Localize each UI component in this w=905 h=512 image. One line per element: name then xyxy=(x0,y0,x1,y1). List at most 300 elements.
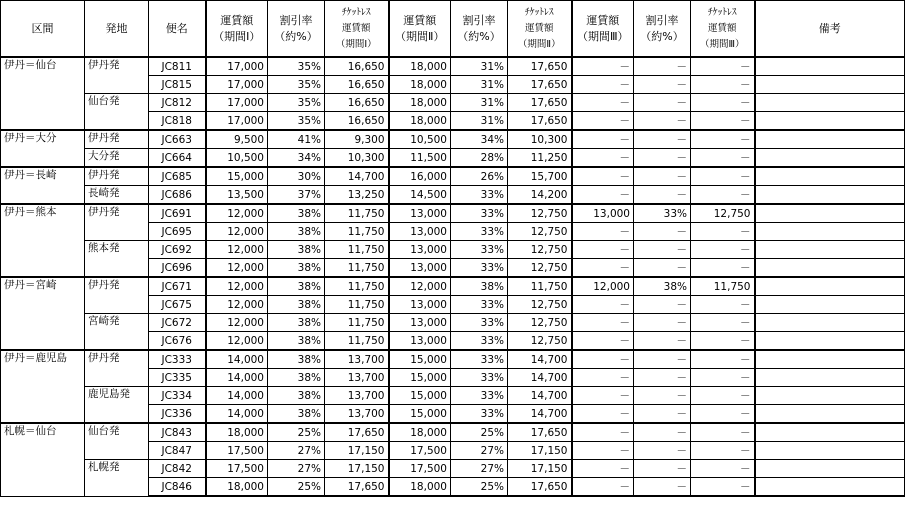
origin-cell: 伊丹発 xyxy=(85,277,149,314)
discount-3-cell: － xyxy=(634,223,691,241)
discount-1-cell: 38% xyxy=(268,405,325,424)
flight-cell: JC847 xyxy=(149,442,206,460)
discount-1-cell: 41% xyxy=(268,130,325,149)
table-row xyxy=(1,57,905,76)
fare-2-cell: 15,000 xyxy=(389,369,451,387)
ticketless-2-cell: 11,250 xyxy=(508,149,572,168)
fare-3-cell: － xyxy=(572,186,634,205)
ticketless-1-cell: 11,750 xyxy=(325,223,389,241)
discount-3-cell: － xyxy=(634,94,691,112)
discount-2-cell: 33% xyxy=(451,241,508,259)
header-discount-3: 割引率 （約%） xyxy=(634,1,691,58)
notes-cell xyxy=(755,112,905,131)
notes-cell xyxy=(755,223,905,241)
ticketless-1-cell: 11,750 xyxy=(325,296,389,314)
flight-cell: JC676 xyxy=(149,332,206,351)
ticketless-3-cell: － xyxy=(691,423,755,442)
flight-cell: JC691 xyxy=(149,204,206,223)
ticketless-1-cell: 11,750 xyxy=(325,241,389,259)
table-row xyxy=(1,130,905,149)
fare-2-cell: 10,500 xyxy=(389,130,451,149)
origin-cell: 伊丹発 xyxy=(85,204,149,241)
notes-cell xyxy=(755,369,905,387)
fare-2-cell: 12,000 xyxy=(389,277,451,296)
ticketless-3-cell: － xyxy=(691,76,755,94)
discount-3-cell: － xyxy=(634,149,691,168)
fare-2-cell: 18,000 xyxy=(389,478,451,497)
ticketless-3-cell: 12,750 xyxy=(691,204,755,223)
fare-3-cell: － xyxy=(572,130,634,149)
discount-2-cell: 31% xyxy=(451,76,508,94)
section-cell: 伊丹＝大分 xyxy=(1,130,85,167)
discount-2-cell: 33% xyxy=(451,204,508,223)
flight-cell: JC815 xyxy=(149,76,206,94)
notes-cell xyxy=(755,478,905,497)
ticketless-1-cell: 14,700 xyxy=(325,167,389,186)
ticketless-3-cell: － xyxy=(691,259,755,278)
ticketless-3-cell: － xyxy=(691,186,755,205)
fare-2-cell: 16,000 xyxy=(389,167,451,186)
ticketless-1-cell: 10,300 xyxy=(325,149,389,168)
ticketless-2-cell: 12,750 xyxy=(508,223,572,241)
header-ticketless-3: ﾁｹｯﾄﾚｽ 運賃額 （期間Ⅲ） xyxy=(691,1,755,58)
discount-3-cell: － xyxy=(634,296,691,314)
discount-3-cell: － xyxy=(634,332,691,351)
table-row xyxy=(1,460,905,478)
ticketless-2-cell: 12,750 xyxy=(508,241,572,259)
table-row xyxy=(1,350,905,369)
fare-3-cell: － xyxy=(572,296,634,314)
ticketless-2-cell: 12,750 xyxy=(508,296,572,314)
fare-3-cell: － xyxy=(572,332,634,351)
table-row xyxy=(1,241,905,259)
origin-cell: 伊丹発 xyxy=(85,57,149,94)
fare-1-cell: 14,000 xyxy=(206,369,268,387)
fare-2-cell: 11,500 xyxy=(389,149,451,168)
ticketless-1-cell: 11,750 xyxy=(325,332,389,351)
ticketless-2-cell: 14,700 xyxy=(508,405,572,424)
fare-3-cell: － xyxy=(572,350,634,369)
ticketless-3-cell: － xyxy=(691,112,755,131)
fare-1-cell: 14,000 xyxy=(206,405,268,424)
ticketless-3-cell: － xyxy=(691,405,755,424)
flight-cell: JC672 xyxy=(149,314,206,332)
fare-2-cell: 15,000 xyxy=(389,405,451,424)
ticketless-1-cell: 13,700 xyxy=(325,369,389,387)
header-ticketless-1: ﾁｹｯﾄﾚｽ 運賃額 （期間Ⅰ） xyxy=(325,1,389,58)
discount-2-cell: 28% xyxy=(451,149,508,168)
discount-2-cell: 27% xyxy=(451,442,508,460)
discount-1-cell: 25% xyxy=(268,478,325,497)
discount-3-cell: － xyxy=(634,112,691,131)
discount-2-cell: 33% xyxy=(451,405,508,424)
ticketless-2-cell: 17,650 xyxy=(508,112,572,131)
ticketless-1-cell: 13,700 xyxy=(325,350,389,369)
discount-2-cell: 25% xyxy=(451,423,508,442)
fare-1-cell: 12,000 xyxy=(206,277,268,296)
fare-2-cell: 13,000 xyxy=(389,314,451,332)
fare-3-cell: － xyxy=(572,112,634,131)
ticketless-3-cell: － xyxy=(691,167,755,186)
origin-cell: 伊丹発 xyxy=(85,167,149,186)
ticketless-1-cell: 11,750 xyxy=(325,277,389,296)
fare-1-cell: 12,000 xyxy=(206,241,268,259)
header-discount-1: 割引率 （約%） xyxy=(268,1,325,58)
section-cell: 札幌＝仙台 xyxy=(1,423,85,496)
table-row xyxy=(1,387,905,405)
table-row xyxy=(1,277,905,296)
flight-cell: JC695 xyxy=(149,223,206,241)
fare-2-cell: 15,000 xyxy=(389,350,451,369)
ticketless-2-cell: 10,300 xyxy=(508,130,572,149)
fare-3-cell: － xyxy=(572,478,634,497)
notes-cell xyxy=(755,350,905,369)
notes-cell xyxy=(755,204,905,223)
fare-1-cell: 17,000 xyxy=(206,76,268,94)
discount-2-cell: 33% xyxy=(451,387,508,405)
ticketless-1-cell: 17,650 xyxy=(325,478,389,497)
ticketless-1-cell: 13,700 xyxy=(325,405,389,424)
fare-2-cell: 13,000 xyxy=(389,332,451,351)
fare-3-cell: 13,000 xyxy=(572,204,634,223)
section-cell: 伊丹＝熊本 xyxy=(1,204,85,277)
fare-2-cell: 14,500 xyxy=(389,186,451,205)
header-row xyxy=(1,1,905,58)
discount-3-cell: 38% xyxy=(634,277,691,296)
fare-1-cell: 12,000 xyxy=(206,223,268,241)
ticketless-2-cell: 17,150 xyxy=(508,442,572,460)
section-cell: 伊丹＝長崎 xyxy=(1,167,85,204)
ticketless-3-cell: 11,750 xyxy=(691,277,755,296)
table-row xyxy=(1,94,905,112)
flight-cell: JC811 xyxy=(149,57,206,76)
ticketless-2-cell: 15,700 xyxy=(508,167,572,186)
fare-3-cell: － xyxy=(572,314,634,332)
header-fare-2: 運賃額 （期間Ⅱ） xyxy=(389,1,451,58)
ticketless-2-cell: 17,650 xyxy=(508,423,572,442)
fare-table-body xyxy=(1,57,905,496)
header-origin: 発地 xyxy=(85,1,149,58)
fare-3-cell: － xyxy=(572,369,634,387)
flight-cell: JC818 xyxy=(149,112,206,131)
discount-1-cell: 38% xyxy=(268,259,325,278)
notes-cell xyxy=(755,130,905,149)
discount-3-cell: － xyxy=(634,350,691,369)
origin-cell: 伊丹発 xyxy=(85,130,149,149)
discount-3-cell: － xyxy=(634,259,691,278)
ticketless-3-cell: － xyxy=(691,314,755,332)
fare-2-cell: 13,000 xyxy=(389,259,451,278)
flight-cell: JC335 xyxy=(149,369,206,387)
ticketless-2-cell: 14,200 xyxy=(508,186,572,205)
discount-2-cell: 33% xyxy=(451,369,508,387)
ticketless-3-cell: － xyxy=(691,130,755,149)
ticketless-1-cell: 9,300 xyxy=(325,130,389,149)
header-flight: 便名 xyxy=(149,1,206,58)
ticketless-1-cell: 17,150 xyxy=(325,460,389,478)
header-section: 区間 xyxy=(1,1,85,58)
flight-cell: JC685 xyxy=(149,167,206,186)
notes-cell xyxy=(755,387,905,405)
fare-1-cell: 18,000 xyxy=(206,478,268,497)
ticketless-1-cell: 13,700 xyxy=(325,387,389,405)
discount-1-cell: 38% xyxy=(268,369,325,387)
fare-3-cell: － xyxy=(572,442,634,460)
discount-1-cell: 38% xyxy=(268,296,325,314)
discount-3-cell: － xyxy=(634,167,691,186)
fare-3-cell: － xyxy=(572,76,634,94)
section-cell: 伊丹＝仙台 xyxy=(1,57,85,130)
ticketless-1-cell: 16,650 xyxy=(325,76,389,94)
fare-3-cell: 12,000 xyxy=(572,277,634,296)
flight-cell: JC664 xyxy=(149,149,206,168)
notes-cell xyxy=(755,186,905,205)
fare-2-cell: 13,000 xyxy=(389,204,451,223)
ticketless-3-cell: － xyxy=(691,94,755,112)
discount-1-cell: 38% xyxy=(268,241,325,259)
fare-1-cell: 17,500 xyxy=(206,460,268,478)
discount-2-cell: 33% xyxy=(451,223,508,241)
notes-cell xyxy=(755,332,905,351)
discount-2-cell: 31% xyxy=(451,112,508,131)
fare-2-cell: 18,000 xyxy=(389,423,451,442)
discount-2-cell: 31% xyxy=(451,94,508,112)
notes-cell xyxy=(755,277,905,296)
notes-cell xyxy=(755,94,905,112)
ticketless-1-cell: 16,650 xyxy=(325,57,389,76)
table-row xyxy=(1,423,905,442)
flight-cell: JC846 xyxy=(149,478,206,497)
discount-3-cell: － xyxy=(634,460,691,478)
ticketless-2-cell: 17,650 xyxy=(508,94,572,112)
discount-1-cell: 38% xyxy=(268,387,325,405)
discount-3-cell: － xyxy=(634,76,691,94)
ticketless-3-cell: － xyxy=(691,296,755,314)
fare-1-cell: 15,000 xyxy=(206,167,268,186)
ticketless-3-cell: － xyxy=(691,442,755,460)
fare-1-cell: 17,000 xyxy=(206,57,268,76)
ticketless-2-cell: 17,650 xyxy=(508,478,572,497)
fare-1-cell: 17,500 xyxy=(206,442,268,460)
discount-1-cell: 27% xyxy=(268,442,325,460)
discount-2-cell: 38% xyxy=(451,277,508,296)
fare-2-cell: 18,000 xyxy=(389,94,451,112)
notes-cell xyxy=(755,57,905,76)
ticketless-1-cell: 11,750 xyxy=(325,259,389,278)
ticketless-3-cell: － xyxy=(691,57,755,76)
ticketless-3-cell: － xyxy=(691,350,755,369)
notes-cell xyxy=(755,259,905,278)
discount-2-cell: 33% xyxy=(451,332,508,351)
fare-2-cell: 13,000 xyxy=(389,296,451,314)
flight-cell: JC675 xyxy=(149,296,206,314)
header-discount-2: 割引率 （約%） xyxy=(451,1,508,58)
ticketless-2-cell: 12,750 xyxy=(508,259,572,278)
fare-1-cell: 13,500 xyxy=(206,186,268,205)
discount-2-cell: 26% xyxy=(451,167,508,186)
fare-1-cell: 12,000 xyxy=(206,314,268,332)
discount-1-cell: 38% xyxy=(268,314,325,332)
origin-cell: 札幌発 xyxy=(85,460,149,497)
table-row xyxy=(1,186,905,205)
table-row xyxy=(1,149,905,168)
fare-2-cell: 13,000 xyxy=(389,223,451,241)
flight-cell: JC696 xyxy=(149,259,206,278)
table-row xyxy=(1,314,905,332)
fare-2-cell: 18,000 xyxy=(389,112,451,131)
fare-1-cell: 12,000 xyxy=(206,259,268,278)
flight-cell: JC663 xyxy=(149,130,206,149)
notes-cell xyxy=(755,460,905,478)
ticketless-3-cell: － xyxy=(691,369,755,387)
header-notes: 備考 xyxy=(755,1,905,58)
fare-3-cell: － xyxy=(572,460,634,478)
discount-2-cell: 33% xyxy=(451,314,508,332)
fare-3-cell: － xyxy=(572,223,634,241)
discount-2-cell: 33% xyxy=(451,186,508,205)
discount-3-cell: － xyxy=(634,478,691,497)
discount-2-cell: 31% xyxy=(451,57,508,76)
ticketless-3-cell: － xyxy=(691,223,755,241)
ticketless-3-cell: － xyxy=(691,332,755,351)
discount-1-cell: 27% xyxy=(268,460,325,478)
section-cell: 伊丹＝鹿児島 xyxy=(1,350,85,423)
discount-3-cell: 33% xyxy=(634,204,691,223)
fare-1-cell: 10,500 xyxy=(206,149,268,168)
notes-cell xyxy=(755,296,905,314)
flight-cell: JC812 xyxy=(149,94,206,112)
discount-1-cell: 34% xyxy=(268,149,325,168)
discount-1-cell: 38% xyxy=(268,223,325,241)
fare-3-cell: － xyxy=(572,167,634,186)
fare-2-cell: 17,500 xyxy=(389,442,451,460)
origin-cell: 大分発 xyxy=(85,149,149,168)
fare-3-cell: － xyxy=(572,387,634,405)
ticketless-2-cell: 14,700 xyxy=(508,350,572,369)
fare-3-cell: － xyxy=(572,57,634,76)
fare-2-cell: 13,000 xyxy=(389,241,451,259)
discount-3-cell: － xyxy=(634,241,691,259)
discount-2-cell: 25% xyxy=(451,478,508,497)
ticketless-2-cell: 14,700 xyxy=(508,369,572,387)
flight-cell: JC686 xyxy=(149,186,206,205)
flight-cell: JC843 xyxy=(149,423,206,442)
fare-1-cell: 12,000 xyxy=(206,296,268,314)
discount-3-cell: － xyxy=(634,442,691,460)
discount-2-cell: 33% xyxy=(451,350,508,369)
ticketless-1-cell: 11,750 xyxy=(325,204,389,223)
discount-2-cell: 34% xyxy=(451,130,508,149)
fare-3-cell: － xyxy=(572,423,634,442)
discount-2-cell: 33% xyxy=(451,296,508,314)
table-row xyxy=(1,167,905,186)
ticketless-3-cell: － xyxy=(691,478,755,497)
notes-cell xyxy=(755,423,905,442)
discount-1-cell: 35% xyxy=(268,94,325,112)
ticketless-1-cell: 16,650 xyxy=(325,112,389,131)
discount-1-cell: 38% xyxy=(268,204,325,223)
fare-3-cell: － xyxy=(572,94,634,112)
ticketless-3-cell: － xyxy=(691,241,755,259)
notes-cell xyxy=(755,405,905,424)
discount-1-cell: 35% xyxy=(268,112,325,131)
ticketless-2-cell: 11,750 xyxy=(508,277,572,296)
discount-1-cell: 25% xyxy=(268,423,325,442)
header-fare-1: 運賃額 （期間Ⅰ） xyxy=(206,1,268,58)
fare-2-cell: 18,000 xyxy=(389,57,451,76)
discount-1-cell: 37% xyxy=(268,186,325,205)
discount-1-cell: 35% xyxy=(268,76,325,94)
discount-3-cell: － xyxy=(634,405,691,424)
fare-3-cell: － xyxy=(572,241,634,259)
discount-1-cell: 38% xyxy=(268,332,325,351)
ticketless-3-cell: － xyxy=(691,149,755,168)
fare-1-cell: 18,000 xyxy=(206,423,268,442)
ticketless-3-cell: － xyxy=(691,387,755,405)
ticketless-2-cell: 17,150 xyxy=(508,460,572,478)
section-cell: 伊丹＝宮崎 xyxy=(1,277,85,350)
discount-3-cell: － xyxy=(634,314,691,332)
discount-3-cell: － xyxy=(634,130,691,149)
notes-cell xyxy=(755,442,905,460)
fare-1-cell: 14,000 xyxy=(206,387,268,405)
fare-2-cell: 15,000 xyxy=(389,387,451,405)
ticketless-1-cell: 13,250 xyxy=(325,186,389,205)
flight-cell: JC671 xyxy=(149,277,206,296)
flight-cell: JC333 xyxy=(149,350,206,369)
origin-cell: 宮崎発 xyxy=(85,314,149,351)
origin-cell: 伊丹発 xyxy=(85,350,149,387)
origin-cell: 熊本発 xyxy=(85,241,149,278)
fare-3-cell: － xyxy=(572,405,634,424)
ticketless-1-cell: 16,650 xyxy=(325,94,389,112)
discount-3-cell: － xyxy=(634,186,691,205)
notes-cell xyxy=(755,167,905,186)
discount-1-cell: 30% xyxy=(268,167,325,186)
fare-3-cell: － xyxy=(572,149,634,168)
discount-2-cell: 27% xyxy=(451,460,508,478)
ticketless-2-cell: 12,750 xyxy=(508,204,572,223)
flight-cell: JC334 xyxy=(149,387,206,405)
ticketless-2-cell: 17,650 xyxy=(508,76,572,94)
fare-2-cell: 17,500 xyxy=(389,460,451,478)
header-fare-3: 運賃額 （期間Ⅲ） xyxy=(572,1,634,58)
discount-1-cell: 38% xyxy=(268,277,325,296)
ticketless-1-cell: 17,650 xyxy=(325,423,389,442)
fare-1-cell: 17,000 xyxy=(206,94,268,112)
discount-1-cell: 35% xyxy=(268,57,325,76)
fare-1-cell: 9,500 xyxy=(206,130,268,149)
flight-cell: JC336 xyxy=(149,405,206,424)
ticketless-2-cell: 12,750 xyxy=(508,332,572,351)
origin-cell: 鹿児島発 xyxy=(85,387,149,424)
ticketless-2-cell: 17,650 xyxy=(508,57,572,76)
notes-cell xyxy=(755,314,905,332)
notes-cell xyxy=(755,241,905,259)
discount-3-cell: － xyxy=(634,387,691,405)
ticketless-1-cell: 11,750 xyxy=(325,314,389,332)
origin-cell: 仙台発 xyxy=(85,423,149,460)
fare-1-cell: 17,000 xyxy=(206,112,268,131)
notes-cell xyxy=(755,149,905,168)
discount-3-cell: － xyxy=(634,369,691,387)
flight-cell: JC692 xyxy=(149,241,206,259)
discount-3-cell: － xyxy=(634,423,691,442)
origin-cell: 仙台発 xyxy=(85,94,149,131)
fare-1-cell: 14,000 xyxy=(206,350,268,369)
ticketless-2-cell: 14,700 xyxy=(508,387,572,405)
ticketless-2-cell: 12,750 xyxy=(508,314,572,332)
